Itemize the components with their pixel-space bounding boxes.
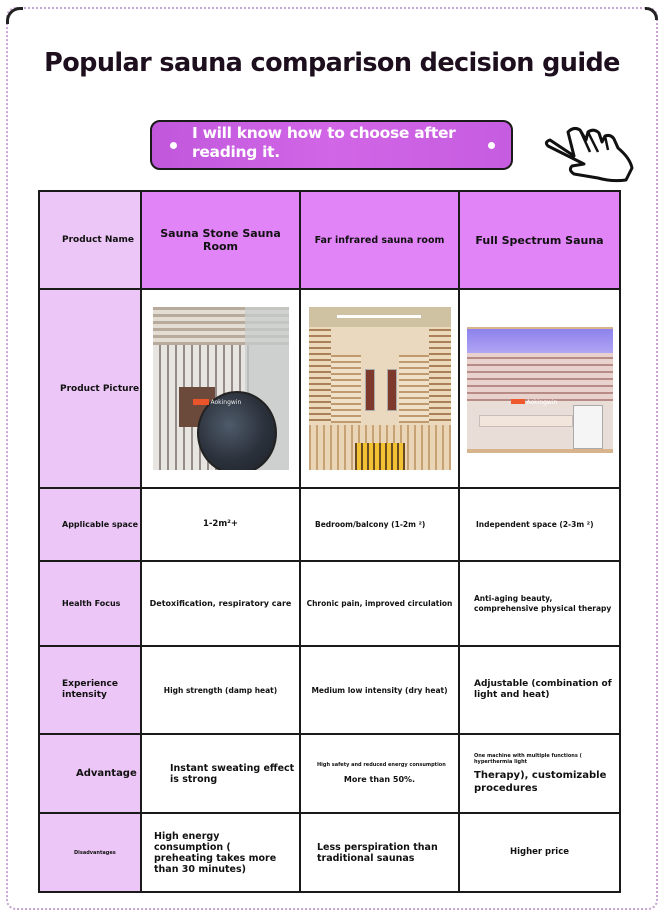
frame-corner <box>6 7 23 24</box>
product-name-cell: Sauna Stone Sauna Room <box>141 191 300 289</box>
banner-text: I will know how to choose after reading it. <box>192 124 456 161</box>
bullet-dot-icon <box>488 142 495 149</box>
row-label: Disadvantages <box>39 813 141 892</box>
table-row-disadvantages <box>39 813 620 892</box>
applicable-space-cell: 1-2m²+ <box>141 488 300 561</box>
table-row-experience-intensity <box>39 646 620 734</box>
experience-intensity-cell: High strength (damp heat) <box>141 646 300 734</box>
subtitle-banner <box>150 120 513 170</box>
health-focus-cell: Chronic pain, improved circulation <box>300 561 459 646</box>
row-label: Product Picture <box>39 289 141 488</box>
disadvantages-cell: Less perspiration than traditional saunas <box>300 813 459 892</box>
experience-intensity-cell: Medium low intensity (dry heat) <box>300 646 459 734</box>
table-row-advantage <box>39 734 620 813</box>
health-focus-cell: Anti-aging beauty, comprehensive physical therapy <box>459 561 620 646</box>
pointing-hand-icon <box>544 118 638 184</box>
disadvantages-cell: High energy consumption ( preheating takes more than 30 minutes) <box>141 813 300 892</box>
frame-corner <box>645 7 658 20</box>
advantage-cell: Instant sweating effect is strong <box>141 734 300 813</box>
table-row-product-name <box>39 191 620 289</box>
applicable-space-cell: Independent space (2-3m ²) <box>459 488 620 561</box>
health-focus-cell: Detoxification, respiratory care <box>141 561 300 646</box>
row-label: Advantage <box>39 734 141 813</box>
brand-logo-text: Aokingwin <box>210 399 242 406</box>
row-label: Health Focus <box>39 561 141 646</box>
brand-logo-icon <box>511 399 525 404</box>
page-title: Popular sauna comparison decision guide <box>44 48 620 78</box>
product-picture-cell <box>141 289 300 488</box>
product-picture-cell <box>459 289 620 488</box>
bullet-dot-icon <box>170 142 177 149</box>
full-spectrum-sauna-room-image <box>465 319 615 459</box>
comparison-table <box>38 190 621 893</box>
advantage-text: Therapy), customizable procedures <box>474 769 607 794</box>
table-row-health-focus <box>39 561 620 646</box>
row-label: Product Name <box>39 191 141 289</box>
applicable-space-cell: Bedroom/balcony (1-2m ²) <box>300 488 459 561</box>
disadvantages-cell: Higher price <box>459 813 620 892</box>
advantage-cell <box>459 734 620 813</box>
brand-logo-text: Aokingwin <box>526 398 558 406</box>
product-picture-cell <box>300 289 459 488</box>
advantage-text: More than 50%. <box>343 775 416 784</box>
advantage-small-text: High safety and reduced energy consumption <box>317 762 446 768</box>
table-row-product-picture <box>39 289 620 488</box>
row-label: Applicable space <box>39 488 141 561</box>
far-infrared-sauna-interior-image <box>309 307 451 470</box>
table-row-applicable-space <box>39 488 620 561</box>
product-name-cell: Full Spectrum Sauna <box>459 191 620 289</box>
product-name-cell: Far infrared sauna room <box>300 191 459 289</box>
advantage-small-text: One machine with multiple functions ( hyperthermia light <box>474 752 582 765</box>
sauna-stone-heater-image <box>153 307 289 470</box>
brand-logo-icon <box>193 399 209 405</box>
experience-intensity-cell: Adjustable (combination of light and heat) <box>459 646 620 734</box>
advantage-cell <box>300 734 459 813</box>
row-label: Experience intensity <box>39 646 141 734</box>
